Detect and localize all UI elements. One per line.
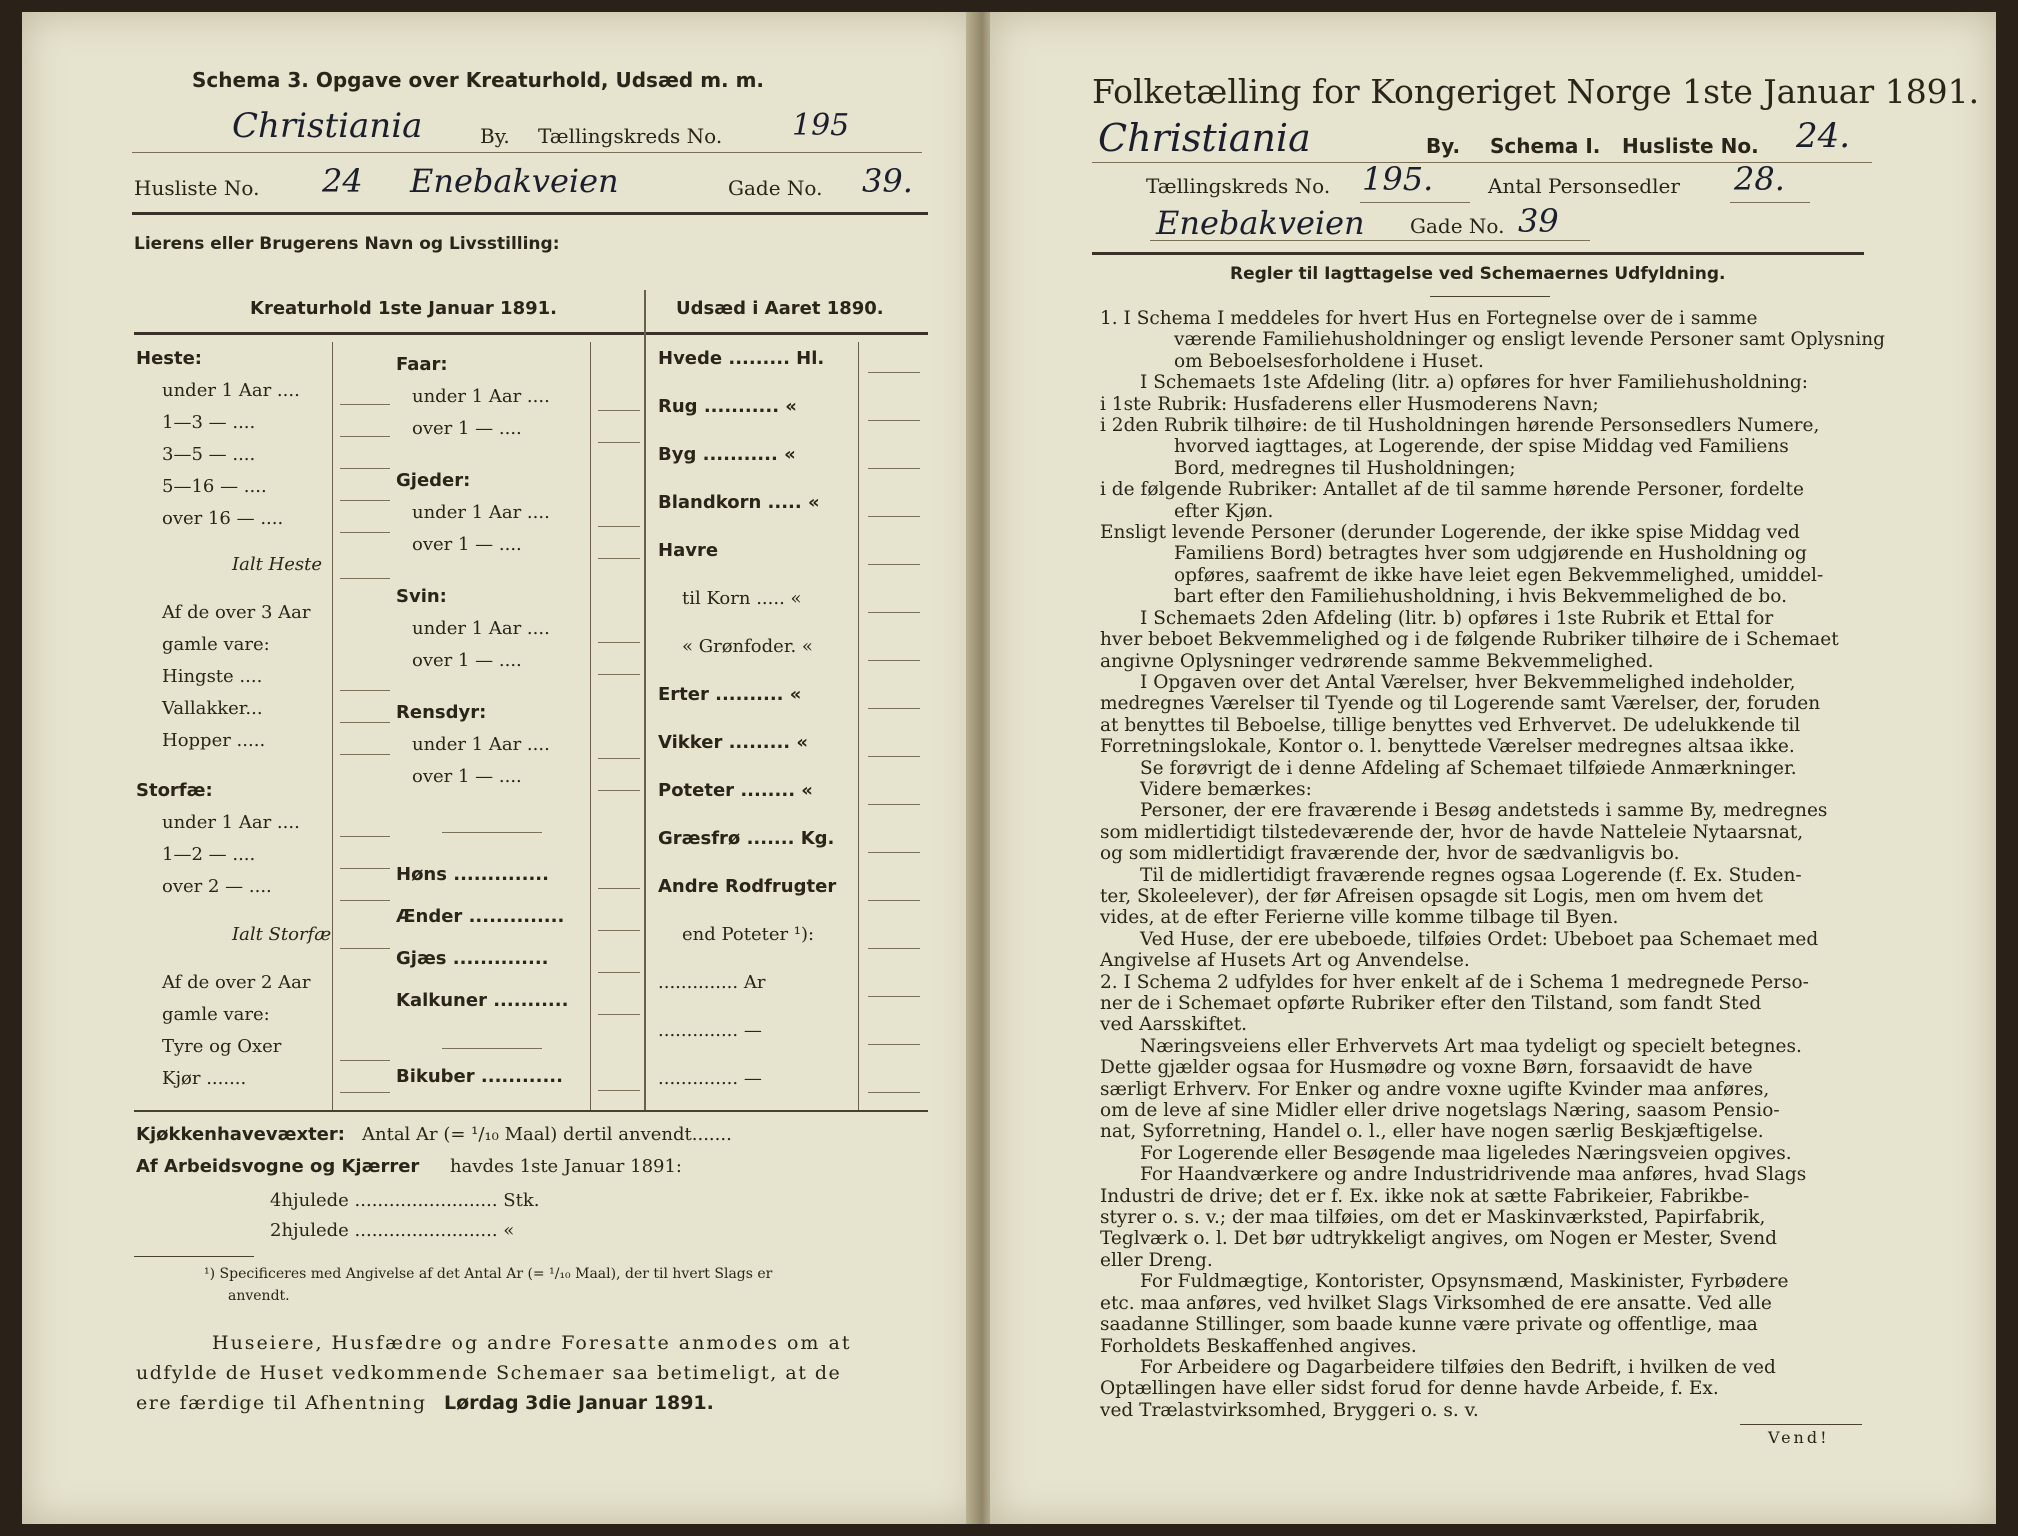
rules-line: 2. I Schema 2 udfyldes for hver enkelt af de i Schema 1 medregnede Perso- xyxy=(1100,971,1809,993)
footnote-rule xyxy=(134,1256,254,1257)
kreatur2-row-2: over 1 — .... xyxy=(412,418,522,439)
table-bottom-rule xyxy=(134,1110,928,1112)
kreatur2-row-10: under 1 Aar .... xyxy=(412,734,550,755)
kreatur-row-13: under 1 Aar .... xyxy=(162,812,300,833)
udsaed-blank-6 xyxy=(868,660,920,661)
rules-line: Familiens Bord) betragtes hver som udgjørende en Husholdning og xyxy=(1174,543,1807,565)
kreatur-row-18: gamle vare: xyxy=(162,1004,270,1025)
rules-line: etc. maa anføres, ved hvilket Slags Virksomhed de ere ansatte. Ved alle xyxy=(1100,1292,1772,1314)
udsaed-blank-14 xyxy=(868,1044,920,1045)
kreatur2-row-14: Gjæs .............. xyxy=(396,948,549,969)
kreatur-row-9: Hingste .... xyxy=(162,666,263,687)
header-rule-right xyxy=(1092,252,1864,255)
kreatur-blank-9 xyxy=(340,690,390,691)
header-rule xyxy=(132,212,928,215)
husliste-handwritten-right: 24. xyxy=(1796,116,1851,156)
udsaed-blank-15 xyxy=(868,1092,920,1093)
udsaed-row-4: Havre xyxy=(658,540,719,561)
rules-line: Ensligt levende Personer (derunder Logerende, der ikke spise Middag ved xyxy=(1100,522,1800,544)
kreatur2-blank-2 xyxy=(598,442,640,443)
udsaed-row-13: .............. Ar xyxy=(658,972,766,993)
udsaed-blank-12 xyxy=(868,948,920,949)
gade-label: Gade No. xyxy=(728,176,823,200)
kreatur2-row-12: Høns .............. xyxy=(396,864,549,885)
antal-handwritten: 28. xyxy=(1734,160,1785,198)
kreatur-row-5: over 16 — .... xyxy=(162,508,284,529)
udsaed-row-7: Erter .......... « xyxy=(658,684,802,705)
kreatur-row-10: Vallakker... xyxy=(162,698,263,719)
street-line-right xyxy=(1150,240,1590,241)
kjokken-rest: Antal Ar (= ¹/₁₀ Maal) dertil anvendt....... xyxy=(362,1124,732,1145)
kreatur2-blank-7 xyxy=(598,642,640,643)
kreatur-row-0: Heste: xyxy=(136,348,202,369)
kreatur2-blank-5 xyxy=(598,558,640,559)
rules-line: som midlertidigt tilstedeværende der, hvor de havde Natteleie Nytaarsnat, xyxy=(1100,821,1804,843)
rules-line: Optællingen have eller sidst forud for denne havde Arbeide, f. Ex. xyxy=(1100,1378,1719,1400)
kreatur2-blank-12 xyxy=(598,888,640,889)
kreatur2-blank-8 xyxy=(598,674,640,675)
rules-line: 1. I Schema I meddeles for hvert Hus en Fortegnelse over de i samme xyxy=(1100,308,1758,329)
rules-line: For Haandværkere og andre Industridrivende maa anføres, hvad Slags xyxy=(1140,1164,1807,1186)
city-line xyxy=(132,152,922,153)
udsaed-blank-9 xyxy=(868,804,920,805)
rules-line: at benyttes til Beboelse, tillige benyttes ved Erhvervet. De udelukkende til xyxy=(1100,714,1801,736)
kreatur-blank-6 xyxy=(340,578,390,579)
udsaed-row-8: Vikker ......... « xyxy=(658,732,809,753)
table-divider-col2 xyxy=(590,342,591,1112)
footnote-line-2: anvendt. xyxy=(228,1288,290,1304)
kreatur2-blank-4 xyxy=(598,526,640,527)
right-page-schema-1 xyxy=(990,12,1996,1524)
kjokken-label: Kjøkkenhavevæxter: xyxy=(136,1124,345,1145)
kreatur2-blank-16 xyxy=(598,1090,640,1091)
udsaed-header: Udsæd i Aaret 1890. xyxy=(676,298,884,319)
rules-line: Forholdets Beskaffenhed angives. xyxy=(1100,1335,1417,1357)
kreatur2-blank-14 xyxy=(598,972,640,973)
udsaed-blank-0 xyxy=(868,372,920,373)
city-handwritten-right: Christiania xyxy=(1098,116,1311,160)
gade-handwritten: 39. xyxy=(862,162,913,200)
table-divider-col3 xyxy=(858,342,859,1112)
gade-label-right: Gade No. xyxy=(1410,214,1505,238)
kreatur-row-4: 5—16 — .... xyxy=(162,476,267,497)
kreatur-row-7: Af de over 3 Aar xyxy=(162,602,311,623)
kreatur2-row-6: Svin: xyxy=(396,586,447,607)
kreatur-blank-1 xyxy=(340,404,390,405)
rules-line: saadanne Stillinger, som baade kunne være private og offentlige, maa xyxy=(1100,1314,1758,1336)
udsaed-blank-8 xyxy=(868,756,920,757)
udsaed-row-3: Blandkorn ..... « xyxy=(658,492,820,513)
udsaed-row-11: Andre Rodfrugter xyxy=(658,876,837,897)
by-label-right: By. xyxy=(1426,134,1461,158)
udsaed-blank-13 xyxy=(868,996,920,997)
kreatur2-blank-15 xyxy=(598,1014,640,1015)
rules-line: om Beboelsesforholdene i Huset. xyxy=(1174,350,1484,372)
rules-line: ner de i Schemaet opførte Rubriker efter den Tilstand, som fandt Sted xyxy=(1100,993,1762,1014)
rules-line: eller Dreng. xyxy=(1100,1249,1213,1271)
hjul2-line: 2hjulede ......................... « xyxy=(270,1220,515,1241)
kreatur2-separator-0 xyxy=(442,832,542,833)
kreatur-row-12: Storfæ: xyxy=(136,780,213,801)
rules-line: vides, at de efter Ferierne ville komme tilbage til Byen. xyxy=(1100,907,1619,929)
kreatur-blank-13 xyxy=(340,836,390,837)
rules-line: I Opgaven over det Antal Værelser, hver Bekvemmelighed indeholder, xyxy=(1140,671,1796,693)
kreatur2-row-4: under 1 Aar .... xyxy=(412,502,550,523)
udsaed-blank-3 xyxy=(868,516,920,517)
kreatur-row-19: Tyre og Oxer xyxy=(162,1036,282,1057)
lier-label: Lierens eller Brugerens Navn og Livsstilling: xyxy=(134,234,560,254)
udsaed-row-12: end Poteter ¹): xyxy=(682,924,815,945)
by-label: By. xyxy=(480,124,510,148)
rules-line: opføres, saafremt de ikke have leiet egen Bekvemmelighed, umiddel- xyxy=(1174,564,1824,586)
rules-line: angivne Oplysninger vedrørende samme Bekvemmelighed. xyxy=(1100,650,1654,672)
table-header-rule xyxy=(134,332,928,335)
udsaed-row-0: Hvede ......... Hl. xyxy=(658,348,825,369)
udsaed-row-14: .............. — xyxy=(658,1020,762,1041)
udsaed-row-10: Græsfrø ....... Kg. xyxy=(658,828,835,849)
closing-line-2: udfylde de Huset vedkommende Schemaer saa betimeligt, at de xyxy=(136,1362,842,1384)
kreds-label: Tællingskreds No. xyxy=(538,124,723,148)
kreaturhold-header: Kreaturhold 1ste Januar 1891. xyxy=(250,298,557,319)
table-divider-col1 xyxy=(332,342,333,1112)
kreatur-blank-10 xyxy=(340,722,390,723)
rules-line: Se forøvrigt de i denne Afdeling af Schemaet tilføiede Anmærkninger. xyxy=(1140,757,1797,779)
kreatur-blank-2 xyxy=(340,436,390,437)
kreatur2-row-5: over 1 — .... xyxy=(412,534,522,555)
rules-line: ved Aarsskiftet. xyxy=(1100,1014,1248,1036)
udsaed-blank-2 xyxy=(868,468,920,469)
left-page-schema-3 xyxy=(22,12,978,1524)
rules-line: nat, Syforretning, Handel o. l., eller have nogen særlig Beskjæftigelse. xyxy=(1100,1121,1764,1143)
rules-line: Angivelse af Husets Art og Anvendelse. xyxy=(1100,950,1470,972)
rules-line: og som midlertidigt fraværende der, hvor de sædvanligvis bo. xyxy=(1100,843,1680,865)
rules-line: hvorved iagttages, at Logerende, der spise Middag ved Familiens xyxy=(1174,436,1789,458)
rules-line: værende Familiehusholdninger og ensligt levende Personer samt Oplysning xyxy=(1174,329,1885,351)
kreatur-row-11: Hopper ..... xyxy=(162,730,266,751)
footnote-line-1: ¹) Specificeres med Angivelse af det Antal Ar (= ¹/₁₀ Maal), der til hvert Slags er xyxy=(204,1266,773,1282)
street-handwritten: Enebakveien xyxy=(410,162,619,200)
kreatur-blank-15 xyxy=(340,900,390,901)
udsaed-blank-4 xyxy=(868,564,920,565)
kreatur-row-20: Kjør ....... xyxy=(162,1068,247,1089)
udsaed-row-15: .............. — xyxy=(658,1068,762,1089)
husliste-label-right: Husliste No. xyxy=(1622,134,1759,158)
rules-title: Regler til Iagttagelse ved Schemaernes Udfyldning. xyxy=(1230,264,1726,284)
udsaed-row-9: Poteter ........ « xyxy=(658,780,813,801)
kreatur-blank-11 xyxy=(340,754,390,755)
udsaed-blank-7 xyxy=(868,708,920,709)
kreatur-blank-16 xyxy=(340,948,390,949)
rules-line: medregnes Værelser til Tyende og til Logerende samt Værelser, der, foruden xyxy=(1100,693,1821,715)
kreatur-blank-4 xyxy=(340,500,390,501)
rules-title-rule xyxy=(1430,296,1550,297)
kreatur-row-3: 3—5 — .... xyxy=(162,444,256,465)
rules-line: Industri de drive; det er f. Ex. ikke nok at sætte Fabrikeier, Fabrikbe- xyxy=(1100,1185,1750,1207)
udsaed-blank-1 xyxy=(868,420,920,421)
kreatur2-blank-1 xyxy=(598,410,640,411)
kreatur-blank-20 xyxy=(340,1092,390,1093)
rules-line: efter Kjøn. xyxy=(1174,500,1274,522)
census-title: Folketælling for Kongeriget Norge 1ste Januar 1891. xyxy=(1092,72,1980,111)
kreatur2-row-7: under 1 Aar .... xyxy=(412,618,550,639)
rules-text xyxy=(1100,308,1972,1421)
kreds-label-right: Tællingskreds No. xyxy=(1146,174,1331,198)
rules-line: i de følgende Rubriker: Antallet af de til samme hørende Personer, fordelte xyxy=(1100,479,1804,501)
husliste-label: Husliste No. xyxy=(134,176,260,200)
rules-line: i 2den Rubrik tilhøire: de til Husholdningen hørende Personsedlers Numere, xyxy=(1100,415,1820,437)
kreatur-row-1: under 1 Aar .... xyxy=(162,380,300,401)
rules-line: For Arbeidere og Dagarbeidere tilføies den Bedrift, i hvilken de ved xyxy=(1140,1356,1776,1378)
kreatur-row-2: 1—3 — .... xyxy=(162,412,256,433)
kreatur2-blank-13 xyxy=(598,930,640,931)
rules-line: Til de midlertidigt fraværende regnes ogsaa Logerende (f. Ex. Studen- xyxy=(1140,864,1802,886)
kreds-line-right xyxy=(1360,202,1470,203)
kreatur2-row-0: Faar: xyxy=(396,354,448,375)
closing-line-3a: ere færdige til Afhentning xyxy=(136,1392,427,1414)
antal-label: Antal Personsedler xyxy=(1488,174,1680,198)
kreatur-row-17: Af de over 2 Aar xyxy=(162,972,311,993)
arbeids-label: Af Arbeidsvogne og Kjærrer xyxy=(136,1156,420,1177)
rules-line: For Logerende eller Besøgende maa ligeledes Næringsveien opgives. xyxy=(1140,1142,1792,1164)
rules-line: om de leve af sine Midler eller drive nogetslags Næring, saasom Pensio- xyxy=(1100,1100,1780,1122)
kreds-handwritten-right: 195. xyxy=(1362,160,1434,198)
kreatur2-separator-1 xyxy=(442,1048,542,1049)
table-divider-main xyxy=(644,290,646,1112)
rules-line: Teglværk o. l. Det bør udtrykkeligt angives, om Nogen er Mester, Svend xyxy=(1100,1228,1777,1250)
kreatur2-blank-10 xyxy=(598,758,640,759)
udsaed-blank-10 xyxy=(868,852,920,853)
rules-line: I Schemaets 1ste Afdeling (litr. a) opføres for hver Familiehusholdning: xyxy=(1140,372,1808,394)
city-handwritten: Christiania xyxy=(232,106,423,146)
kreatur-row-16: Ialt Storfæ xyxy=(232,924,332,945)
kreatur-row-14: 1—2 — .... xyxy=(162,844,256,865)
kreatur2-row-3: Gjeder: xyxy=(396,470,471,491)
rules-line: Bord, medregnes til Husholdningen; xyxy=(1174,457,1516,479)
kreds-handwritten: 195 xyxy=(792,108,850,143)
udsaed-row-6: « Grønfoder. « xyxy=(682,636,813,657)
rules-line: ter, Skoleelever), der før Afreisen opsagde sit Logis, men om hvem det xyxy=(1100,885,1763,907)
rules-line: i 1ste Rubrik: Husfaderens eller Husmoderens Navn; xyxy=(1100,393,1599,415)
udsaed-blank-11 xyxy=(868,900,920,901)
husliste-handwritten: 24 xyxy=(322,162,363,200)
udsaed-row-2: Byg ........... « xyxy=(658,444,796,465)
kreatur-blank-19 xyxy=(340,1060,390,1061)
rules-line: I Schemaets 2den Afdeling (litr. b) opføres i 1ste Rubrik et Ettal for xyxy=(1140,607,1774,629)
vend-label: Vend! xyxy=(1768,1428,1830,1447)
kreatur-blank-3 xyxy=(340,468,390,469)
rules-line: Dette gjælder ogsaa for Husmødre og voxne Børn, forsaavidt de have xyxy=(1100,1057,1753,1079)
rules-line: Forretningslokale, Kontor o. l. benyttede Værelser medregnes altsaa ikke. xyxy=(1100,736,1795,758)
rules-line: styrer o. s. v.; der maa tilføies, om det er Maskinværksted, Papirfabrik, xyxy=(1100,1207,1766,1229)
hjul4-line: 4hjulede ......................... Stk. xyxy=(270,1190,540,1211)
closing-line-1: Huseiere, Husfædre og andre Foresatte anmodes om at xyxy=(212,1332,852,1354)
antal-line xyxy=(1730,202,1810,203)
kreatur2-row-9: Rensdyr: xyxy=(396,702,487,723)
schema3-title: Schema 3. Opgave over Kreaturhold, Udsæd m. m. xyxy=(192,68,765,92)
rules-line: særligt Erhverv. For Enker og andre voxne ugifte Kvinder maa anføres, xyxy=(1100,1078,1770,1100)
rules-line: For Fuldmægtige, Kontorister, Opsynsmænd, Maskinister, Fyrbødere xyxy=(1140,1271,1789,1293)
vend-rule xyxy=(1740,1424,1862,1425)
gade-handwritten-right: 39 xyxy=(1518,202,1559,240)
kreatur-row-6: Ialt Heste xyxy=(232,554,323,575)
udsaed-blank-5 xyxy=(868,612,920,613)
rules-line: Ved Huse, der ere ubeboede, tilføies Ordet: Ubeboet paa Schemaet med xyxy=(1140,928,1819,950)
kreatur2-row-11: over 1 — .... xyxy=(412,766,522,787)
street-handwritten-right: Enebakveien xyxy=(1156,204,1365,242)
kreatur2-row-16: Bikuber ............ xyxy=(396,1066,563,1087)
arbeids-rest: havdes 1ste Januar 1891: xyxy=(450,1156,682,1177)
rules-line: Næringsveiens eller Erhvervets Art maa tydeligt og specielt betegnes. xyxy=(1140,1035,1802,1057)
kreatur2-row-13: Ænder .............. xyxy=(396,906,565,927)
udsaed-row-5: til Korn ..... « xyxy=(682,588,802,609)
kreatur-blank-14 xyxy=(340,868,390,869)
rules-line: bart efter den Familiehusholdning, i hvis Bekvemmelighed de bo. xyxy=(1174,586,1787,608)
kreatur-row-8: gamle vare: xyxy=(162,634,270,655)
kreatur2-row-1: under 1 Aar .... xyxy=(412,386,550,407)
kreatur-blank-5 xyxy=(340,532,390,533)
kreatur-row-15: over 2 — .... xyxy=(162,876,272,897)
rules-line: Videre bemærkes: xyxy=(1140,778,1312,800)
rules-line: Personer, der ere fraværende i Besøg andetsteds i samme By, medregnes xyxy=(1140,800,1828,822)
rules-line: hver beboet Bekvemmelighed og i de følgende Rubriker tilhøire de i Schemaet xyxy=(1100,629,1839,651)
closing-line-3b: Lørdag 3die Januar 1891. xyxy=(444,1392,714,1414)
kreatur2-blank-11 xyxy=(598,790,640,791)
udsaed-row-1: Rug ........... « xyxy=(658,396,797,417)
kreatur2-row-15: Kalkuner ........... xyxy=(396,990,569,1011)
kreatur2-row-8: over 1 — .... xyxy=(412,650,522,671)
schema1-label: Schema I. xyxy=(1490,134,1601,158)
rules-line: ved Trælastvirksomhed, Bryggeri o. s. v. xyxy=(1100,1399,1479,1421)
